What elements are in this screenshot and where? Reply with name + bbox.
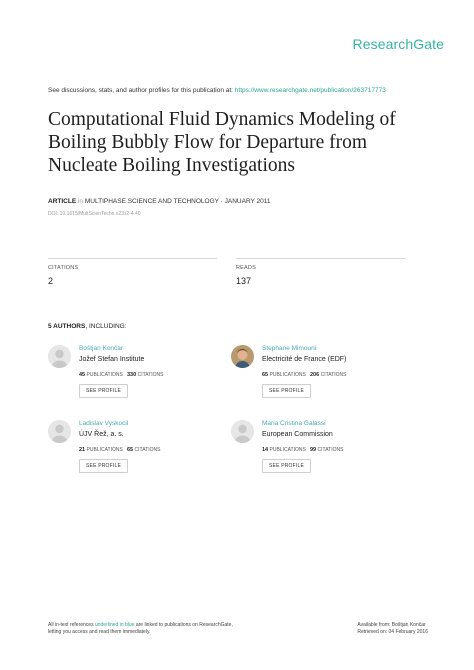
title-line-2: Boiling Bubbly Flow for Departure from	[48, 132, 367, 153]
author-institution: Electricité de France (EDF)	[262, 356, 347, 363]
title-line-3: Nucleate Boiling Investigations	[48, 155, 295, 176]
author-name[interactable]: Ladislav Vyskocil	[79, 420, 129, 427]
footer-line-1	[48, 622, 233, 629]
publications-count: 45	[79, 372, 86, 378]
author-institution: Jožef Stefan Institute	[79, 356, 145, 363]
see-profile-button[interactable]: SEE PROFILE	[79, 384, 128, 398]
reads-divider	[236, 258, 406, 259]
author-stats	[79, 447, 160, 453]
author-name[interactable]: Boštjan Končar	[79, 345, 124, 352]
authors-count: 5 AUTHORS	[48, 323, 86, 330]
citations-label: CITATIONS	[134, 447, 161, 453]
see-profile-button[interactable]: SEE PROFILE	[262, 459, 311, 473]
reads-count: 137	[236, 276, 252, 286]
article-type: ARTICLE	[48, 198, 77, 205]
citations-count: 99	[310, 447, 317, 453]
reads-label: READS	[236, 265, 256, 271]
citations-divider	[48, 258, 217, 259]
publications-count: 14	[262, 447, 269, 453]
publications-label: PUBLICATIONS	[269, 372, 306, 378]
authors-heading	[48, 323, 127, 330]
citations-label: CITATIONS	[317, 447, 344, 453]
citations-label: CITATIONS	[48, 265, 79, 271]
publications-label: PUBLICATIONS	[269, 447, 306, 453]
citations-count: 65	[127, 447, 134, 453]
publications-count: 21	[79, 447, 86, 453]
paper-meta	[48, 198, 271, 205]
citations-count: 206	[310, 372, 320, 378]
author-card	[231, 420, 421, 480]
doi: DOI: 10.1615/MultScienTechn.v23.i2-4.40	[48, 211, 141, 217]
footer-note	[48, 622, 233, 636]
author-card	[231, 345, 421, 405]
author-stats	[262, 447, 343, 453]
footer-text-a: All in-text references	[48, 622, 95, 628]
paper-title	[48, 108, 438, 177]
publications-label: PUBLICATIONS	[86, 372, 123, 378]
author-photo[interactable]	[231, 345, 254, 368]
author-name[interactable]: Stephane Mimouni	[262, 345, 317, 352]
citations-label: CITATIONS	[320, 372, 347, 378]
author-stats	[79, 372, 164, 378]
see-profile-button[interactable]: SEE PROFILE	[79, 459, 128, 473]
avatar-placeholder-icon[interactable]	[231, 420, 254, 443]
publications-count: 65	[262, 372, 269, 378]
author-card	[48, 345, 238, 405]
title-line-1: Computational Fluid Dynamics Modeling of	[48, 109, 396, 130]
author-stats	[262, 372, 347, 378]
intro-text: See discussions, stats, and author profiles for this publication at:	[48, 87, 235, 94]
underlined-in-blue-link[interactable]: underlined in blue	[94, 622, 135, 628]
available-from: Available from: Boštjan Končar	[357, 622, 426, 628]
retrieved-on: Retrieved on: 04 February 2016	[357, 629, 428, 635]
footer-line-2: letting you access and read them immediately.	[48, 629, 151, 635]
publications-label: PUBLICATIONS	[86, 447, 123, 453]
journal-venue[interactable]: MULTIPHASE SCIENCE AND TECHNOLOGY · JANUARY 2011	[84, 198, 271, 205]
avatar-placeholder-icon[interactable]	[48, 420, 71, 443]
citations-count: 330	[127, 372, 137, 378]
author-name[interactable]: Maria Cristina Galassi	[262, 420, 326, 427]
author-institution: European Commission	[262, 431, 333, 438]
author-institution: ÚJV Řež, a. s.	[79, 431, 124, 438]
citations-label: CITATIONS	[137, 372, 164, 378]
footer-text-b: are linked to publications on ResearchGate,	[134, 622, 233, 628]
citations-count: 2	[48, 276, 54, 286]
intro-line	[48, 87, 386, 94]
in-word: in	[77, 198, 84, 205]
author-card	[48, 420, 238, 480]
authors-suffix: , INCLUDING:	[85, 323, 127, 330]
footer-availability	[357, 622, 428, 636]
see-profile-button[interactable]: SEE PROFILE	[262, 384, 311, 398]
publication-link[interactable]: https://www.researchgate.net/publication/263717773	[234, 87, 386, 94]
avatar-placeholder-icon[interactable]	[48, 345, 71, 368]
researchgate-logo[interactable]: ResearchGate	[352, 36, 444, 52]
